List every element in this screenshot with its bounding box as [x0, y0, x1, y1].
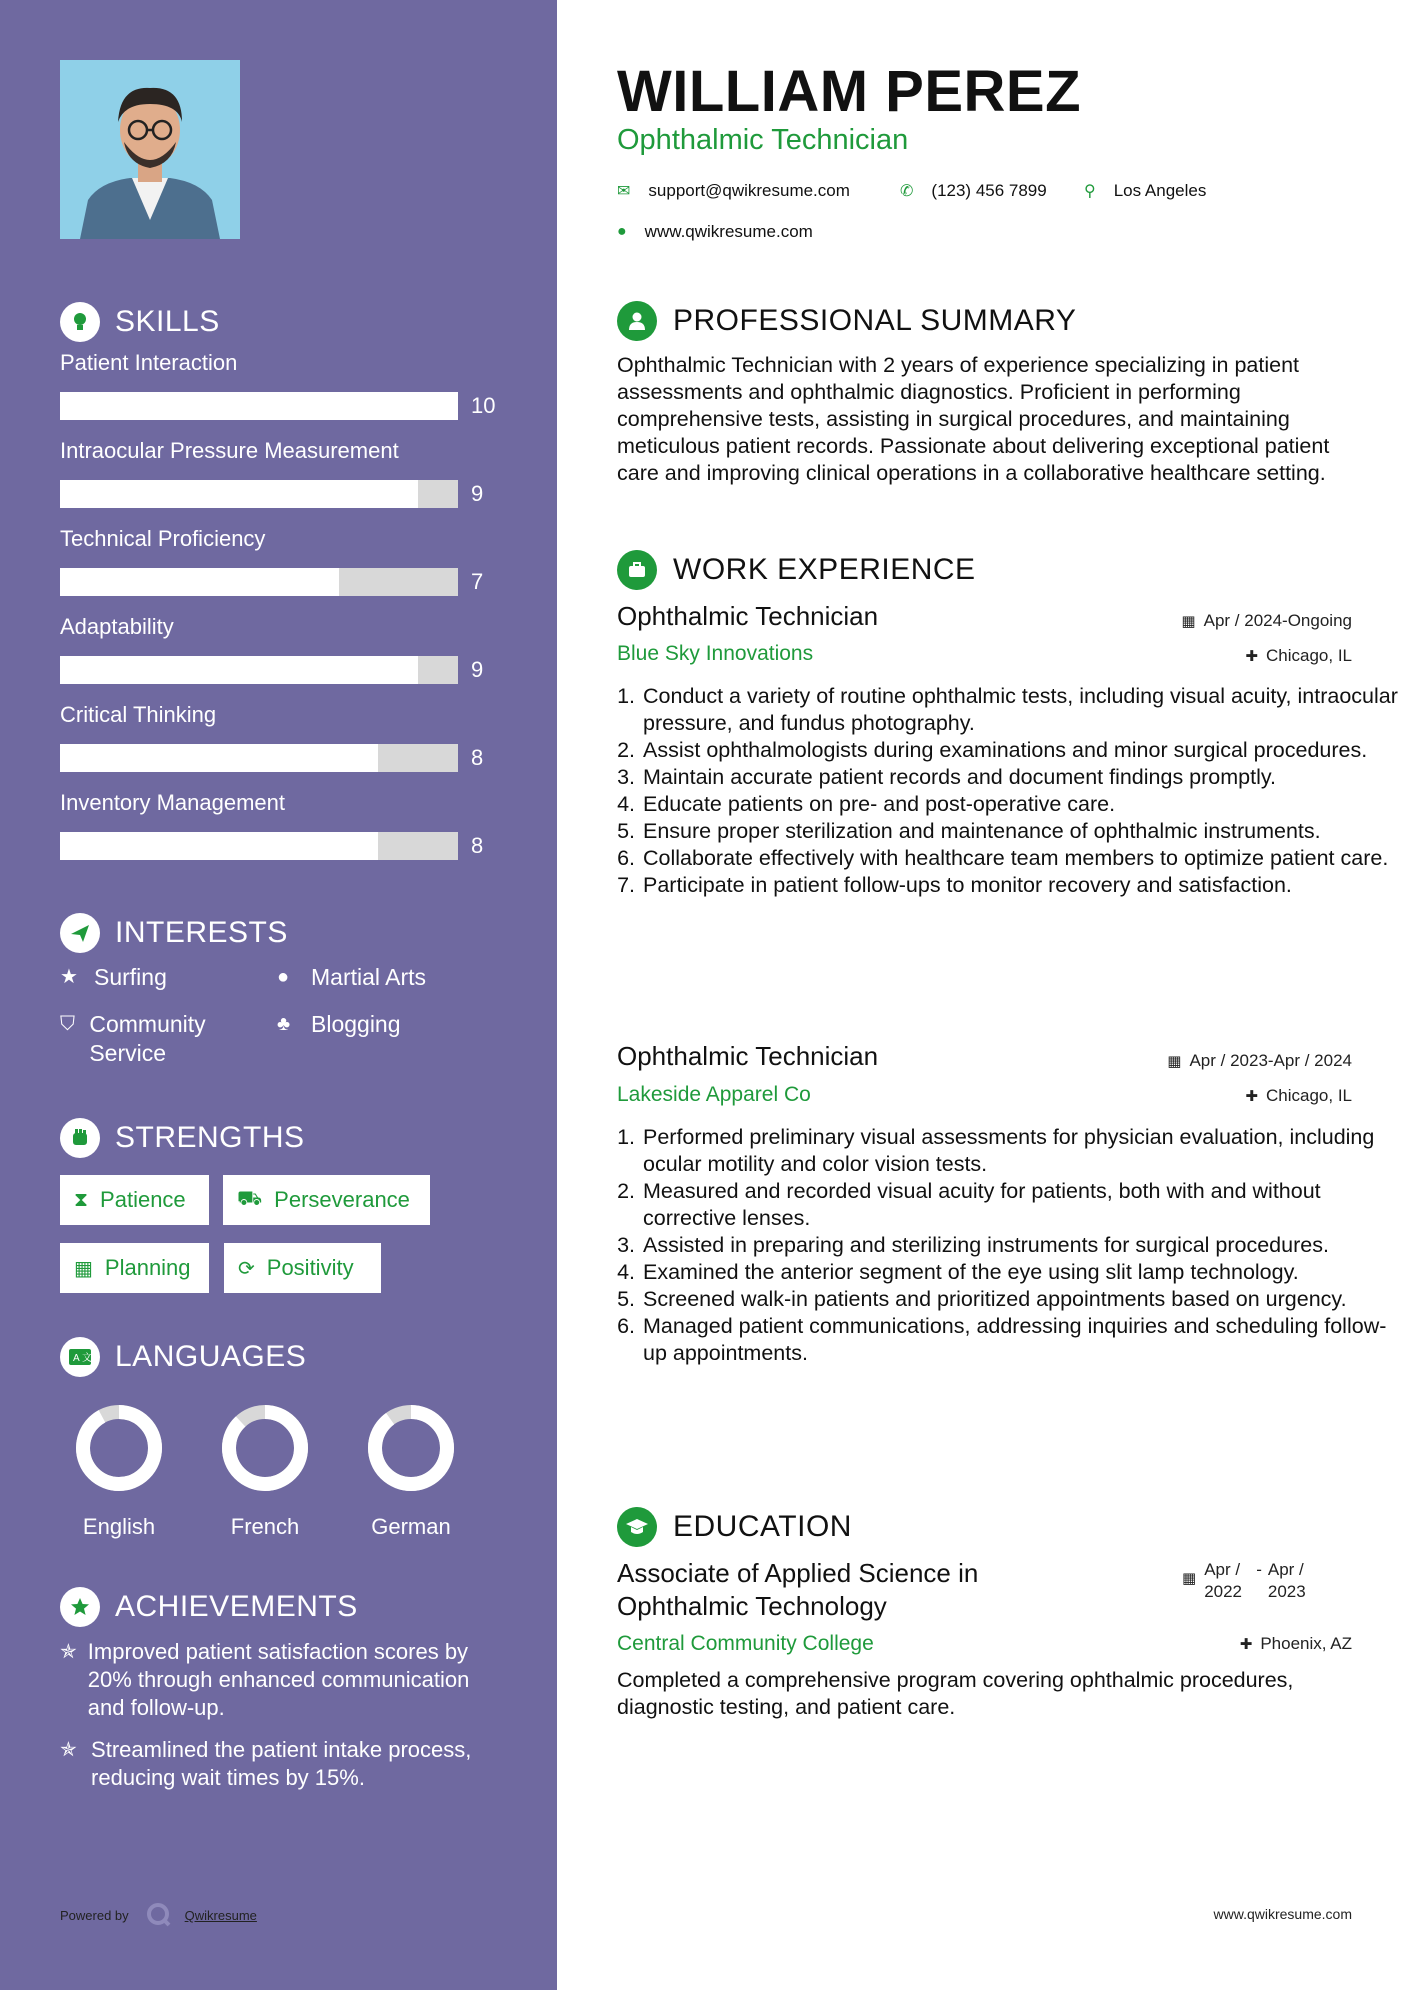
- briefcase-icon: [617, 550, 657, 590]
- globe-icon: ●: [277, 966, 290, 988]
- education-location: [1240, 1634, 1352, 1654]
- duty-item: 2. Measured and recorded visual acuity for patients, both with and without corrective lenses.: [641, 1178, 1401, 1232]
- languages-heading: [60, 1337, 306, 1377]
- skill-bar-fill: [60, 480, 418, 508]
- achievements-heading: [60, 1587, 358, 1627]
- location-text: Los Angeles: [1113, 181, 1207, 200]
- contact-email: [617, 181, 850, 201]
- contact-location: [1084, 181, 1206, 201]
- achievements-title: ACHIEVEMENTS: [115, 1590, 358, 1623]
- interest-item: [60, 1010, 250, 1068]
- job-location-text: Chicago, IL: [1266, 1086, 1352, 1105]
- job-company: Lakeside Apparel Co: [617, 1083, 811, 1106]
- candidate-name: WILLIAM PEREZ: [617, 59, 1082, 124]
- skill-score: 8: [471, 833, 484, 858]
- language-name: German: [371, 1514, 451, 1539]
- duty-item: 5. Ensure proper sterilization and maintenance of ophthalmic instruments.: [641, 818, 1401, 845]
- strength-chip: [224, 1243, 381, 1293]
- duty-item: 1. Performed preliminary visual assessments for physician evaluation, including ocular motility and color vision tests.: [641, 1124, 1401, 1178]
- skill-bar-fill: [60, 392, 458, 420]
- language-donut: [220, 1403, 310, 1493]
- skill-score: 8: [471, 745, 484, 770]
- interests-heading: [60, 913, 288, 953]
- translate-icon: [60, 1337, 100, 1377]
- skill-score: 7: [471, 569, 484, 594]
- interest-item: [277, 963, 426, 992]
- achievement-item: [60, 1638, 500, 1722]
- duty-item: 1. Conduct a variety of routine ophthalmic tests, including visual acuity, intraocular pressure, and fundus photography.: [641, 683, 1401, 737]
- profile-photo: [60, 60, 240, 239]
- main-content: [557, 0, 1407, 1990]
- job-dates-text: Apr / 2023-Apr / 2024: [1189, 1051, 1352, 1070]
- shield-icon: ⛉: [60, 1013, 75, 1035]
- summary-text: Ophthalmic Technician with 2 years of experience specializing in patient assessments and ophthalmic diagnostics. Proficient in performing comprehensive tests, assisting in surgical procedures, and maintaining meticulous patient records. Passionate about delivering exceptional patient care and improving clinical operations in a collaborative healthcare setting.: [617, 353, 1330, 485]
- qwikresume-link[interactable]: Qwikresume: [184, 1908, 257, 1923]
- duty-item: 4. Examined the anterior segment of the eye using slit lamp technology.: [641, 1259, 1401, 1286]
- strengths-title: STRENGTHS: [115, 1121, 305, 1154]
- binoculars-icon: ⛟: [237, 1187, 263, 1210]
- language-item: [74, 1403, 164, 1540]
- education-start: Apr / 2022: [1204, 1560, 1243, 1601]
- education-location-text: Phoenix, AZ: [1260, 1634, 1352, 1653]
- duty-item: 3. Maintain accurate patient records and document findings promptly.: [641, 764, 1401, 791]
- summary-title: PROFESSIONAL SUMMARY: [673, 304, 1077, 337]
- qwikresume-logo-icon: [145, 1901, 171, 1930]
- interests-title: INTERESTS: [115, 916, 288, 949]
- achievement-item: [60, 1736, 480, 1792]
- calendar-icon: ▦: [1167, 1053, 1182, 1070]
- job-duties: [609, 683, 1401, 899]
- duty-item: 3. Assisted in preparing and sterilizing instruments for surgical procedures.: [641, 1232, 1401, 1259]
- footer-website[interactable]: www.qwikresume.com: [1213, 1906, 1352, 1922]
- date-separator: -: [1256, 1560, 1262, 1579]
- skill-score: 10: [471, 393, 496, 418]
- hourglass-icon: ⧗: [74, 1188, 89, 1211]
- strength-chip: [60, 1243, 209, 1293]
- pushpin-icon: ✚: [1245, 648, 1258, 665]
- map-pin-icon: ⚲: [1084, 183, 1096, 200]
- duty-item: 2. Assist ophthalmologists during examinations and minor surgical procedures.: [641, 737, 1401, 764]
- contact-website: [617, 222, 813, 242]
- education-heading: [617, 1507, 852, 1547]
- skill-bar-fill: [60, 656, 418, 684]
- calendar-icon: ▦: [1181, 613, 1196, 630]
- duty-item: 7. Participate in patient follow-ups to monitor recovery and satisfaction.: [641, 872, 1401, 899]
- strengths-heading: [60, 1118, 305, 1158]
- email-text[interactable]: support@qwikresume.com: [648, 181, 850, 200]
- powered-by-label: Powered by: [60, 1908, 129, 1923]
- skill-bar: [60, 392, 458, 420]
- website-text[interactable]: www.qwikresume.com: [644, 222, 813, 241]
- skill-bar: [60, 480, 458, 508]
- job-duties: [609, 1124, 1401, 1367]
- strength-label: Positivity: [266, 1255, 354, 1280]
- job-location: [1245, 1086, 1352, 1106]
- strength-chip: [60, 1175, 209, 1225]
- interest-item: [60, 963, 167, 992]
- skill-name: Technical Proficiency: [60, 526, 266, 551]
- calendar-icon: ▦: [1182, 1570, 1197, 1587]
- skill-bar-fill: [60, 568, 339, 596]
- experience-title: WORK EXPERIENCE: [673, 553, 976, 586]
- phone-icon: ✆: [900, 183, 914, 200]
- job-dates-text: Apr / 2024-Ongoing: [1203, 611, 1352, 630]
- globe-icon: ●: [617, 223, 627, 240]
- graduation-cap-icon: [617, 1507, 657, 1547]
- skills-heading: [60, 302, 220, 342]
- job-location-text: Chicago, IL: [1266, 646, 1352, 665]
- skill-name: Inventory Management: [60, 790, 286, 815]
- achievement-text: Streamlined the patient intake process, reducing wait times by 15%.: [91, 1737, 472, 1790]
- skill-name: Critical Thinking: [60, 702, 217, 727]
- shooting-star-icon: ✯: [60, 1739, 77, 1761]
- strength-label: Planning: [104, 1255, 191, 1280]
- language-item: [220, 1403, 310, 1540]
- skills-title: SKILLS: [115, 305, 220, 338]
- job-title: Ophthalmic Technician: [617, 1041, 879, 1071]
- job-title: Ophthalmic Technician: [617, 601, 879, 631]
- award-star-icon: [60, 1587, 100, 1627]
- skill-name: Intraocular Pressure Measurement: [60, 438, 399, 463]
- job-location: [1245, 646, 1352, 666]
- candidate-title: Ophthalmic Technician: [617, 124, 909, 156]
- language-name: French: [230, 1514, 300, 1539]
- skill-bar: [60, 744, 458, 772]
- svg-text:文: 文: [82, 1353, 92, 1364]
- school-name: Central Community College: [617, 1632, 874, 1655]
- skill-name: Patient Interaction: [60, 350, 238, 375]
- skill-bar: [60, 656, 458, 684]
- interest-item: [277, 1010, 401, 1039]
- job-dates: [1167, 1051, 1352, 1071]
- powered-by: [60, 1901, 257, 1930]
- language-donut-fill: [83, 1412, 155, 1484]
- strength-label: Perseverance: [274, 1187, 410, 1212]
- fist-icon: [60, 1118, 100, 1158]
- languages-title: LANGUAGES: [115, 1340, 307, 1373]
- phone-text: (123) 456 7899: [931, 181, 1047, 200]
- sidebar: [0, 0, 557, 1990]
- degree-title: Associate of Applied Science in Ophthalmic Technology: [617, 1558, 979, 1621]
- experience-heading: [617, 550, 976, 590]
- envelope-icon: ✉: [617, 183, 631, 200]
- skill-name: Adaptability: [60, 614, 174, 639]
- duty-item: 5. Screened walk-in patients and prioritized appointments based on urgency.: [641, 1286, 1401, 1313]
- interest-label: Martial Arts: [311, 964, 427, 990]
- interest-label: Surfing: [94, 964, 167, 990]
- duty-item: 4. Educate patients on pre- and post-operative care.: [641, 791, 1401, 818]
- achievement-text: Improved patient satisfaction scores by 20% through enhanced communication and follow-up.: [87, 1639, 470, 1720]
- skill-bar: [60, 832, 458, 860]
- duty-item: 6. Managed patient communications, addressing inquiries and scheduling follow-up appointments.: [641, 1313, 1401, 1367]
- skill-score: 9: [471, 481, 484, 506]
- interest-label: Blogging: [311, 1011, 401, 1037]
- contact-phone: [900, 181, 1047, 201]
- paper-plane-icon: [60, 913, 100, 953]
- summary-heading: [617, 301, 1076, 341]
- pushpin-icon: ✚: [1239, 1636, 1253, 1653]
- strength-chip: [223, 1175, 430, 1225]
- star-icon: ★: [60, 966, 78, 988]
- education-title: EDUCATION: [673, 1510, 852, 1543]
- language-donut-fill: [229, 1412, 301, 1484]
- skill-bar-fill: [60, 832, 378, 860]
- shooting-star-icon: ✯: [60, 1641, 77, 1663]
- job-dates: [1181, 611, 1352, 631]
- skill-bar: [60, 568, 458, 596]
- refresh-icon: ⟳: [238, 1257, 255, 1280]
- language-item: [366, 1403, 456, 1540]
- language-donut: [74, 1403, 164, 1493]
- language-donut: [366, 1403, 456, 1493]
- group-icon: ♣: [277, 1013, 291, 1035]
- strength-label: Patience: [100, 1187, 186, 1212]
- lightbulb-icon: [60, 302, 100, 342]
- education-description: Completed a comprehensive program covering ophthalmic procedures, diagnostic testing, and patient care.: [617, 1668, 1294, 1719]
- svg-text:A: A: [73, 1353, 80, 1364]
- education-dates: [1182, 1559, 1312, 1603]
- skill-bar-fill: [60, 744, 378, 772]
- job-company: Blue Sky Innovations: [617, 642, 814, 665]
- user-icon: [617, 301, 657, 341]
- duty-item: 6. Collaborate effectively with healthcare team members to optimize patient care.: [641, 845, 1401, 872]
- calendar-icon: ▦: [74, 1257, 93, 1280]
- pushpin-icon: ✚: [1245, 1088, 1258, 1105]
- language-name: English: [82, 1514, 156, 1539]
- interest-label: Community Service: [89, 1011, 206, 1066]
- language-donut-fill: [375, 1412, 447, 1484]
- education-end: Apr / 2023: [1267, 1560, 1306, 1601]
- skill-score: 9: [471, 657, 484, 682]
